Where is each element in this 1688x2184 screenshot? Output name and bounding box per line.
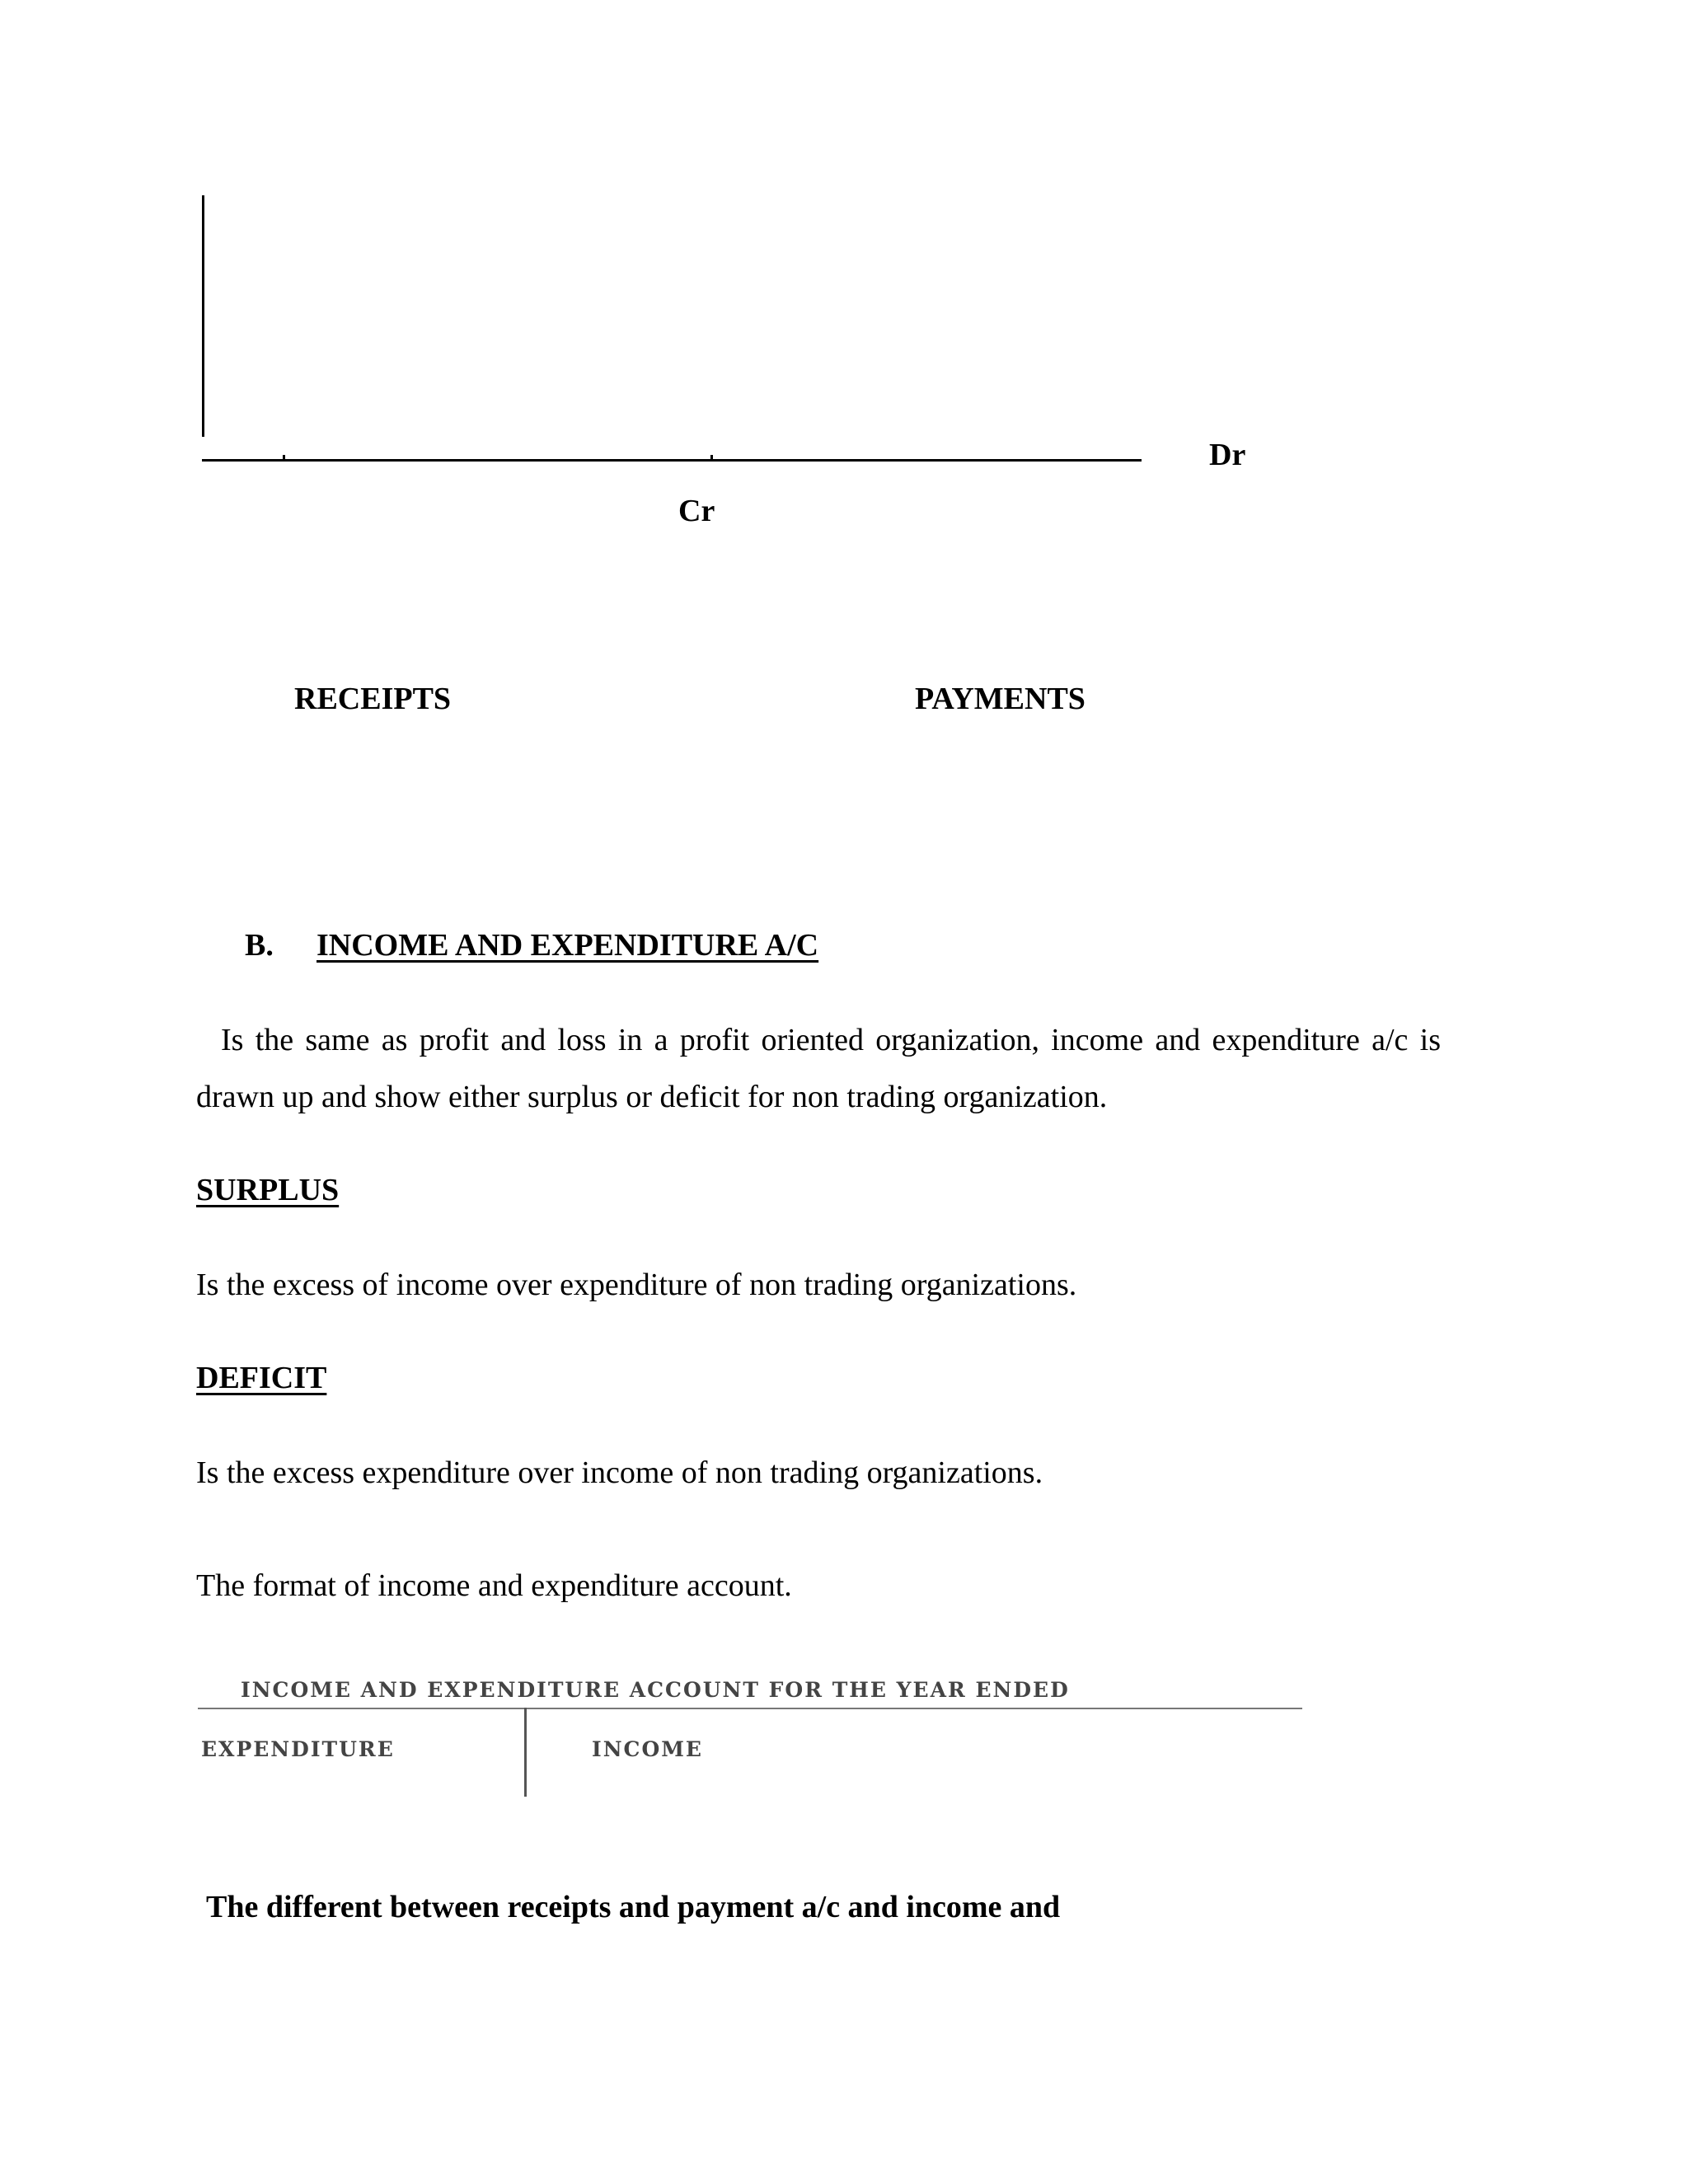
cr-label: Cr [678,494,715,528]
format-table-image [198,1673,1302,1772]
payments-heading: PAYMENTS [915,682,1085,716]
format-table-title: INCOME AND EXPENDITURE ACCOUNT FOR THE YEAR ENDED [241,1678,1070,1702]
intro-line-1: Is the same as profit and loss in a profit oriented organization, income and expenditure a/c is [221,1023,1441,1057]
ledger-rule-tick-mid [710,455,713,462]
deficit-text: Is the excess expenditure over income of non trading organizations. [196,1455,1043,1490]
ledger-horizontal-rule [202,459,1142,462]
intro-line-2: drawn up and show either surplus or deficit for non trading organization. [196,1080,1108,1114]
format-intro: The format of income and expenditure account. [196,1568,792,1603]
format-col-expenditure: EXPENDITURE [201,1737,395,1761]
ledger-vertical-rule [202,195,204,437]
ledger-rule-tick-left [283,455,285,462]
format-table-divider [524,1708,527,1797]
section-letter: B. [245,928,274,963]
surplus-text: Is the excess of income over expenditure of non trading organizations. [196,1268,1077,1302]
format-table-rule [198,1708,1302,1709]
receipts-heading: RECEIPTS [294,682,452,716]
surplus-heading: SURPLUS [196,1173,340,1207]
dr-label: Dr [1209,438,1246,472]
section-title: INCOME AND EXPENDITURE A/C [316,928,819,963]
closing-heading: The different between receipts and payment a/c and income and [206,1890,1061,1924]
deficit-heading: DEFICIT [196,1361,327,1395]
format-col-income: INCOME [592,1737,703,1761]
